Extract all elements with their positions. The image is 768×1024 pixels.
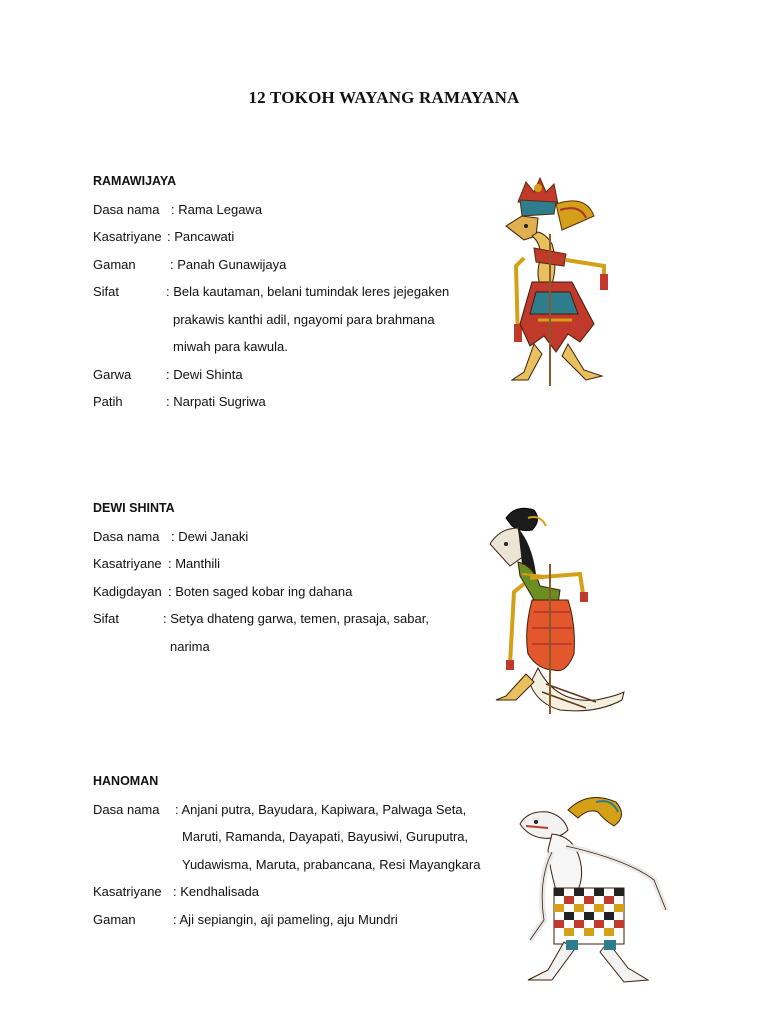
wayang-hanoman-figure	[508, 790, 678, 990]
row-value: : Bela kautaman, belani tumindak leres jejegaken	[166, 284, 450, 299]
row-label: Gaman	[93, 911, 136, 927]
row-label: Kasatriyane	[93, 884, 162, 899]
info-row	[93, 605, 483, 633]
wayang-shinta-image	[476, 504, 626, 716]
row-label: Dasa nama	[93, 528, 160, 544]
row-label: Gaman	[93, 256, 136, 272]
info-row	[93, 878, 483, 906]
info-row-continuation	[93, 633, 483, 661]
row-value: : Kendhalisada	[173, 884, 260, 899]
section-hanoman	[93, 768, 483, 933]
info-row	[93, 196, 483, 224]
wayang-ramawijaya-figure	[476, 174, 626, 389]
row-value: Yudawisma, Maruta, prabancana, Resi Mayangkara	[182, 856, 481, 872]
info-row-continuation	[93, 823, 483, 851]
info-row	[93, 251, 483, 279]
wayang-ramawijaya-image	[476, 174, 626, 389]
info-row	[93, 523, 483, 551]
row-value: miwah para kawula.	[173, 339, 288, 354]
row-value: : Pancawati	[167, 229, 235, 244]
wayang-dewi-shinta-figure	[476, 504, 626, 716]
row-label: Garwa	[93, 366, 132, 382]
info-row	[93, 223, 483, 251]
row-value: narima	[170, 638, 210, 654]
section-dewi-shinta	[93, 495, 483, 660]
row-label: Dasa nama	[93, 801, 160, 817]
row-value: : Setya dhateng garwa, temen, prasaja, sabar,	[163, 611, 429, 626]
row-label: Dasa nama	[93, 201, 160, 217]
info-row-continuation	[93, 851, 483, 879]
section-ramawijaya	[93, 168, 483, 416]
section-heading: RAMAWIJAYA	[93, 174, 177, 188]
row-value: : Aji sepiangin, aji pameling, aju Mundri	[173, 911, 398, 927]
row-value: Maruti, Ramanda, Dayapati, Bayusiwi, Guruputra,	[182, 829, 469, 844]
row-value: : Dewi Janaki	[171, 528, 249, 544]
document-title: 12 TOKOH WAYANG RAMAYANA	[248, 88, 520, 107]
info-row	[93, 550, 483, 578]
row-value: : Dewi Shinta	[166, 366, 243, 382]
row-value: : Boten saged kobar ing dahana	[168, 583, 353, 599]
section-heading: HANOMAN	[93, 774, 159, 788]
row-label: Kadigdayan	[93, 583, 162, 599]
row-label: Sifat	[93, 284, 120, 299]
info-row-continuation	[93, 306, 483, 334]
info-row	[93, 796, 483, 824]
section-heading: DEWI SHINTA	[93, 501, 175, 515]
row-label: Kasatriyane	[93, 229, 162, 244]
info-row-continuation	[93, 333, 483, 361]
row-value: prakawis kanthi adil, ngayomi para brahmana	[173, 311, 435, 327]
info-row	[93, 361, 483, 389]
row-value: : Narpati Sugriwa	[166, 394, 266, 409]
info-row	[93, 578, 483, 606]
wayang-hanoman-image	[508, 790, 678, 990]
row-label: Patih	[93, 394, 123, 409]
info-row	[93, 906, 483, 934]
row-value: : Panah Gunawijaya	[170, 256, 287, 272]
row-value: : Rama Legawa	[171, 201, 263, 217]
row-value: : Manthili	[168, 556, 221, 571]
row-label: Kasatriyane	[93, 556, 162, 571]
info-row	[93, 278, 483, 306]
poleng-cloth	[554, 888, 624, 944]
row-value: : Anjani putra, Bayudara, Kapiwara, Palwaga Seta,	[175, 801, 467, 817]
row-label: Sifat	[93, 611, 120, 626]
info-row	[93, 388, 483, 416]
